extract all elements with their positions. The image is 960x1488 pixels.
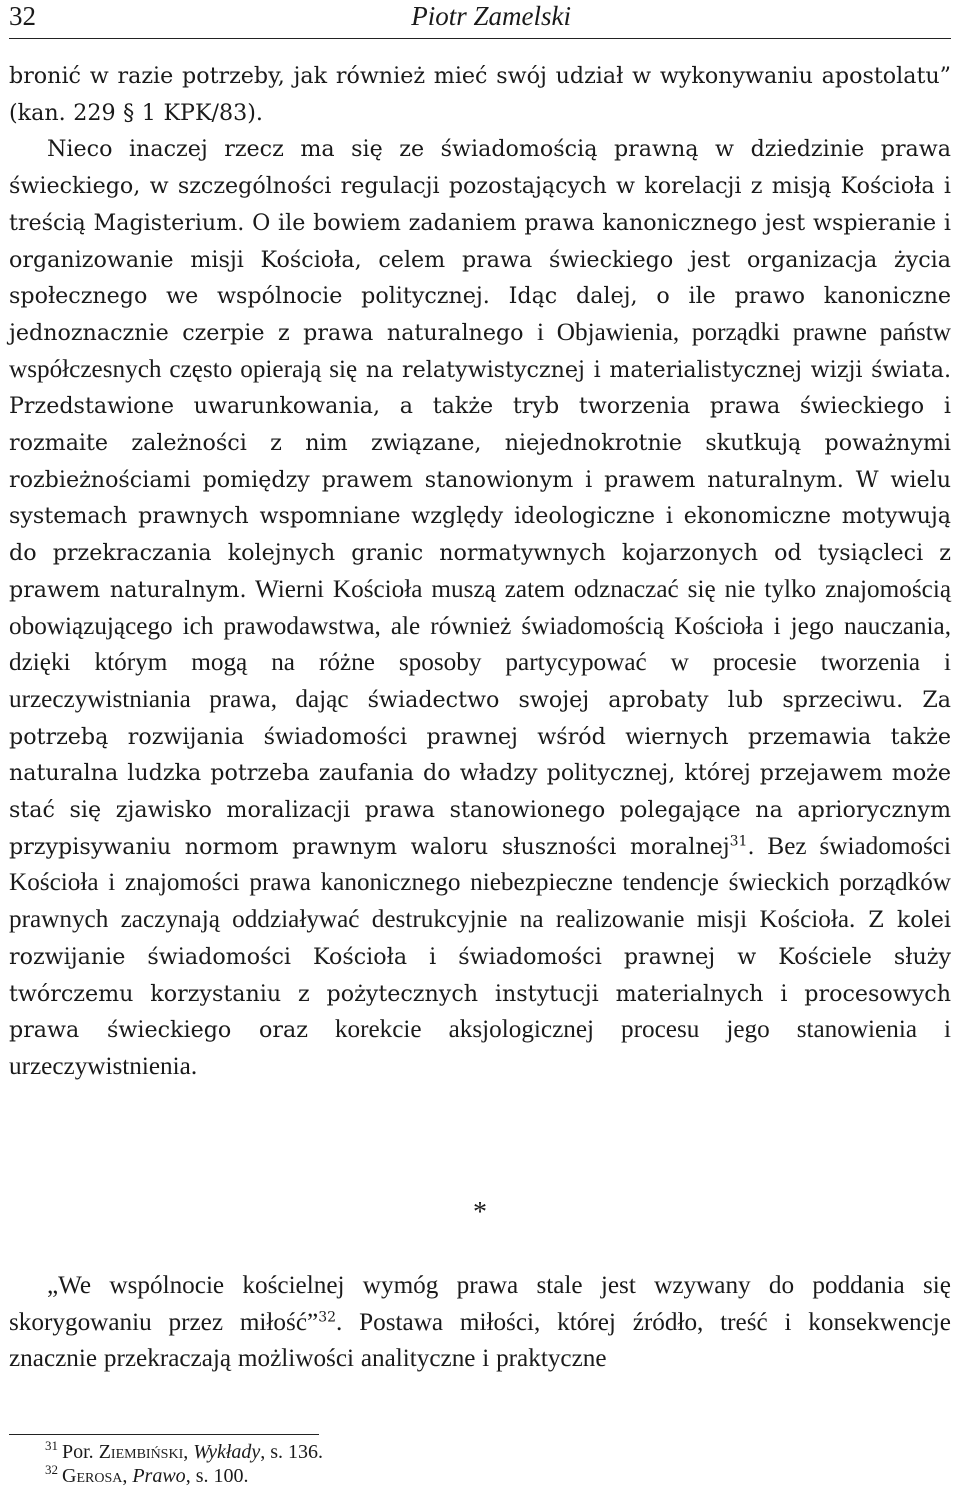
footnote-suffix: , s. 136. <box>260 1441 324 1463</box>
footnote-ref-31[interactable]: 31 <box>729 833 748 850</box>
section-separator: * <box>473 1197 487 1228</box>
paragraph-text-i: i świadomości prawnej w Kościele służy twórczemu korzystaniu z pożytecznych instytucji materialnych i procesowych prawa świeckiego oraz <box>9 943 951 1044</box>
footnote-title: Prawo <box>132 1465 186 1487</box>
page-number: 32 <box>9 1 36 31</box>
paragraph-text-c: na relatywistycznej i materialistycznej wizji świata. Przedstawione uwarunkowania, a także tryb tworzenia prawa świeckiego i rozmaite zależności z nim związane, niejednokrotnie skutkują poważnymi rozbieżnościami pomiędzy prawem stanowionym i prawem naturalnym. W wielu systemach prawnych wspomniane względy ideologiczne i ekonomiczne motywują do przekraczania kolejnych granic normatywnych kojarzonych od tysiącleci z prawem naturalnym. <box>9 356 951 603</box>
quote-paragraph <box>9 1268 951 1378</box>
paragraph-main <box>9 131 951 1085</box>
paragraph-text: bronić w razie potrzeby, jak również mieć swój udział w wykonywaniu apostolatu” (kan. 229 § 1 KPK/83). <box>9 63 951 126</box>
footnote-ref-32[interactable]: 32 <box>318 1309 337 1326</box>
footnote-suffix: , s. 100. <box>185 1465 249 1487</box>
footnote-author: Gerosa <box>62 1465 123 1487</box>
footnote-prefix: Por. <box>62 1441 94 1463</box>
footnote-31: $^{31}$ Por. Ziembiński, Wykłady, s. 136. <box>45 1438 324 1463</box>
footnote-number: 31 <box>45 1438 58 1454</box>
paragraph-text-h: Z kolei rozwijanie świadomości Kościoła <box>9 907 951 970</box>
paragraph-text-f: . <box>747 833 755 860</box>
footnote-title: Wykłady <box>193 1441 261 1463</box>
paragraph-text-a: Nieco inaczej rzecz ma się ze świadomością prawną w dziedzinie prawa świeckiego, w szczególności regulacji pozostających w korelacji z misją Kościoła i treścią Magisterium. O ile bowiem zadaniem prawa kanonicznego jest wspieranie i organizowanie misji Kościoła, celem prawa świeckiego jest organizacja życia społecznego we wspólnocie politycznej. Idąc dalej, o ile prawo kanoniczne jednoznacznie czerpie z prawa naturalnego <box>9 136 951 346</box>
paragraph-text-d: Wierni Kościoła muszą zatem odznaczać się nie tylko znajomością obowiązującego ich prawodawstwa, ale również świadomością Kościoła i jego nauczania, dzięki którym mogą na różne sposoby partycypować w procesie tworzenia i urzeczywistniania prawa, dając <box>9 575 951 713</box>
paragraph-continuation <box>9 58 951 131</box>
paragraph-text-e: świadectwo swojej aprobaty lub sprzeciwu. Za potrzebą rozwijania świadomości prawnej wśród wiernych przemawia także naturalna ludzka potrzeba zaufania do władzy politycznej, której przejawem może stać się zjawisko moralizacji prawa stanowionego polegające na apriorycznym przypisywaniu normom prawnym waloru słuszności moralnej <box>9 686 951 860</box>
quote-paragraph-block <box>9 1268 951 1378</box>
quote-text-a: „We wspólnocie kościelnej wymóg prawa stale jest wzywany do poddania się skorygowaniu przez miłość” <box>9 1272 951 1336</box>
footnote-divider <box>9 1434 319 1435</box>
body-text <box>9 58 951 1086</box>
paragraph-text-j: korekcie aksjologicznej procesu jego stanowienia i urzeczywistnienia. <box>9 1016 951 1080</box>
running-header <box>9 0 951 39</box>
paragraph-text-b: i Objawienia, porządki prawne państw współczesnych często opierają się <box>9 318 951 383</box>
quote-text-c: i konsekwencje znacznie przekraczają możliwości analityczne i praktyczne <box>9 1308 951 1373</box>
footnote-author: Ziembiński <box>98 1441 184 1463</box>
footnote-number: 32 <box>45 1462 58 1478</box>
quote-text-b: . Postawa miłości, której źródło, treść <box>336 1308 768 1336</box>
footnotes <box>45 1440 323 1488</box>
paragraph-text-g: Bez świadomości Kościoła i znajomości prawa kanonicznego niebezpieczne tendencje świeckich porządków prawnych zaczynają oddziaływać destrukcyjnie na realizowanie misji Kościoła. <box>9 832 951 934</box>
running-author: Piotr Zamelski <box>411 1 571 31</box>
footnote-32: $^{32}$ Gerosa, Prawo, s. 100. <box>45 1462 249 1487</box>
